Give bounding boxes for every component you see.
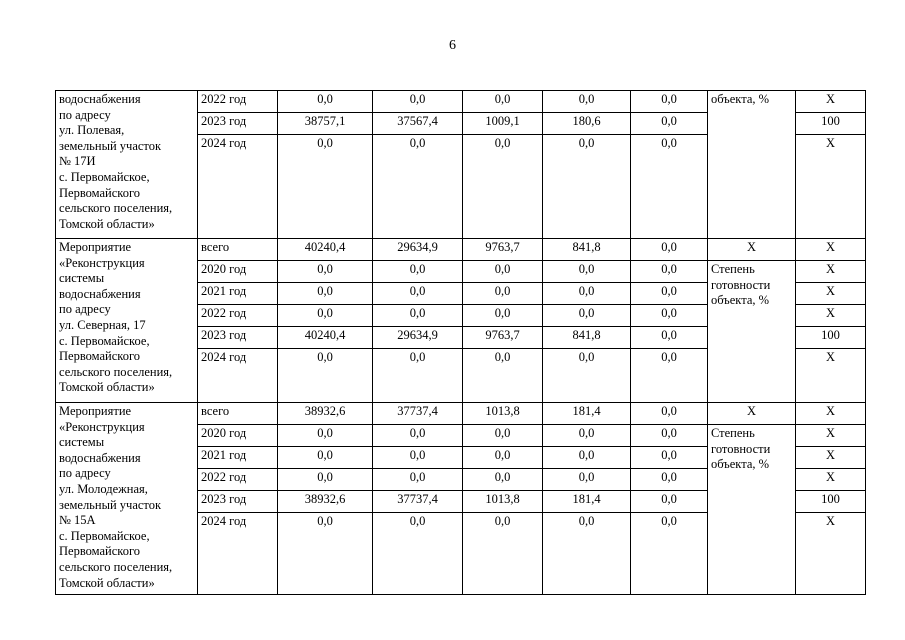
value-cell: 1013,8 — [463, 403, 543, 425]
year-cell: всего — [198, 403, 278, 425]
value-cell: 40240,4 — [278, 239, 373, 261]
value-cell: 0,0 — [373, 91, 463, 113]
value-cell: 0,0 — [278, 91, 373, 113]
value-cell: 0,0 — [543, 447, 631, 469]
value-cell: 0,0 — [631, 469, 708, 491]
value-cell: 0,0 — [278, 305, 373, 327]
indicator-value-cell: X — [796, 261, 866, 283]
indicator-value-cell: X — [796, 425, 866, 447]
value-cell: 0,0 — [631, 283, 708, 305]
year-cell: 2024 год — [198, 349, 278, 403]
program-table — [55, 90, 866, 595]
year-cell: 2020 год — [198, 425, 278, 447]
value-cell: 0,0 — [631, 113, 708, 135]
value-cell: 0,0 — [543, 135, 631, 239]
indicator-name-cell: X — [708, 403, 796, 425]
value-cell: 0,0 — [463, 349, 543, 403]
value-cell: 0,0 — [631, 327, 708, 349]
value-cell: 841,8 — [543, 239, 631, 261]
value-cell: 37737,4 — [373, 491, 463, 513]
value-cell: 0,0 — [463, 469, 543, 491]
indicator-value-cell: X — [796, 135, 866, 239]
value-cell: 0,0 — [278, 135, 373, 239]
value-cell: 0,0 — [463, 91, 543, 113]
value-cell: 40240,4 — [278, 327, 373, 349]
indicator-value-cell: X — [796, 305, 866, 327]
table-row — [56, 91, 866, 113]
value-cell: 38932,6 — [278, 491, 373, 513]
indicator-value-cell: X — [796, 513, 866, 595]
value-cell: 0,0 — [373, 305, 463, 327]
year-cell: 2023 год — [198, 113, 278, 135]
value-cell: 0,0 — [463, 447, 543, 469]
value-cell: 0,0 — [278, 469, 373, 491]
value-cell: 0,0 — [631, 349, 708, 403]
measure-description: Мероприятие «Реконструкция системы водоснабжения по адресу ул. Молодежная, земельный участок № 15А с. Первомайское, Первомайского сельского поселения, Томской области» — [56, 403, 198, 595]
value-cell: 0,0 — [631, 425, 708, 447]
value-cell: 0,0 — [543, 425, 631, 447]
indicator-value-cell: 100 — [796, 113, 866, 135]
value-cell: 0,0 — [463, 305, 543, 327]
year-cell: 2023 год — [198, 491, 278, 513]
year-cell: 2024 год — [198, 135, 278, 239]
value-cell: 38932,6 — [278, 403, 373, 425]
value-cell: 0,0 — [373, 513, 463, 595]
indicator-value-cell: X — [796, 447, 866, 469]
value-cell: 180,6 — [543, 113, 631, 135]
value-cell: 0,0 — [278, 447, 373, 469]
year-cell: 2020 год — [198, 261, 278, 283]
measure-description: водоснабжения по адресу ул. Полевая, земельный участок № 17И с. Первомайское, Первомайского сельского поселения, Томской области» — [56, 91, 198, 239]
value-cell: 0,0 — [278, 261, 373, 283]
value-cell: 0,0 — [373, 447, 463, 469]
value-cell: 0,0 — [373, 283, 463, 305]
value-cell: 0,0 — [463, 135, 543, 239]
value-cell: 0,0 — [373, 425, 463, 447]
value-cell: 0,0 — [543, 283, 631, 305]
indicator-value-cell: X — [796, 469, 866, 491]
value-cell: 37567,4 — [373, 113, 463, 135]
value-cell: 0,0 — [463, 513, 543, 595]
value-cell: 37737,4 — [373, 403, 463, 425]
table-row — [56, 403, 866, 425]
value-cell: 181,4 — [543, 491, 631, 513]
page-number: 6 — [449, 38, 456, 53]
value-cell: 0,0 — [373, 349, 463, 403]
value-cell: 1009,1 — [463, 113, 543, 135]
indicator-value-cell: X — [796, 239, 866, 261]
value-cell: 841,8 — [543, 327, 631, 349]
year-cell: 2022 год — [198, 469, 278, 491]
measure-description: Мероприятие «Реконструкция системы водоснабжения по адресу ул. Северная, 17 с. Первомайское, Первомайского сельского поселения, Томской области» — [56, 239, 198, 403]
value-cell: 0,0 — [543, 91, 631, 113]
indicator-value-cell: X — [796, 283, 866, 305]
value-cell: 0,0 — [373, 469, 463, 491]
indicator-name-cell: объекта, % — [708, 91, 796, 239]
year-cell: 2022 год — [198, 305, 278, 327]
value-cell: 0,0 — [631, 305, 708, 327]
value-cell: 29634,9 — [373, 239, 463, 261]
value-cell: 0,0 — [463, 425, 543, 447]
value-cell: 0,0 — [631, 403, 708, 425]
table-row — [56, 239, 866, 261]
value-cell: 0,0 — [631, 239, 708, 261]
value-cell: 29634,9 — [373, 327, 463, 349]
year-cell: всего — [198, 239, 278, 261]
value-cell: 0,0 — [278, 349, 373, 403]
year-cell: 2021 год — [198, 283, 278, 305]
value-cell: 0,0 — [543, 513, 631, 595]
value-cell: 0,0 — [631, 135, 708, 239]
value-cell: 0,0 — [631, 261, 708, 283]
year-cell: 2023 год — [198, 327, 278, 349]
value-cell: 0,0 — [543, 349, 631, 403]
value-cell: 0,0 — [463, 283, 543, 305]
indicator-value-cell: X — [796, 349, 866, 403]
value-cell: 0,0 — [631, 447, 708, 469]
value-cell: 0,0 — [373, 135, 463, 239]
indicator-value-cell: X — [796, 91, 866, 113]
value-cell: 0,0 — [543, 469, 631, 491]
year-cell: 2021 год — [198, 447, 278, 469]
value-cell: 9763,7 — [463, 239, 543, 261]
value-cell: 9763,7 — [463, 327, 543, 349]
value-cell: 0,0 — [373, 261, 463, 283]
value-cell: 0,0 — [278, 283, 373, 305]
indicator-value-cell: 100 — [796, 327, 866, 349]
indicator-name-cell: Степень готовности объекта, % — [708, 425, 796, 595]
indicator-name-cell: Степень готовности объекта, % — [708, 261, 796, 403]
value-cell: 0,0 — [543, 305, 631, 327]
value-cell: 0,0 — [631, 513, 708, 595]
year-cell: 2022 год — [198, 91, 278, 113]
value-cell: 0,0 — [631, 91, 708, 113]
value-cell: 0,0 — [463, 261, 543, 283]
year-cell: 2024 год — [198, 513, 278, 595]
value-cell: 0,0 — [278, 513, 373, 595]
indicator-value-cell: 100 — [796, 491, 866, 513]
indicator-name-cell: X — [708, 239, 796, 261]
value-cell: 0,0 — [278, 425, 373, 447]
indicator-value-cell: X — [796, 403, 866, 425]
value-cell: 181,4 — [543, 403, 631, 425]
value-cell: 1013,8 — [463, 491, 543, 513]
value-cell: 0,0 — [631, 491, 708, 513]
value-cell: 0,0 — [543, 261, 631, 283]
value-cell: 38757,1 — [278, 113, 373, 135]
